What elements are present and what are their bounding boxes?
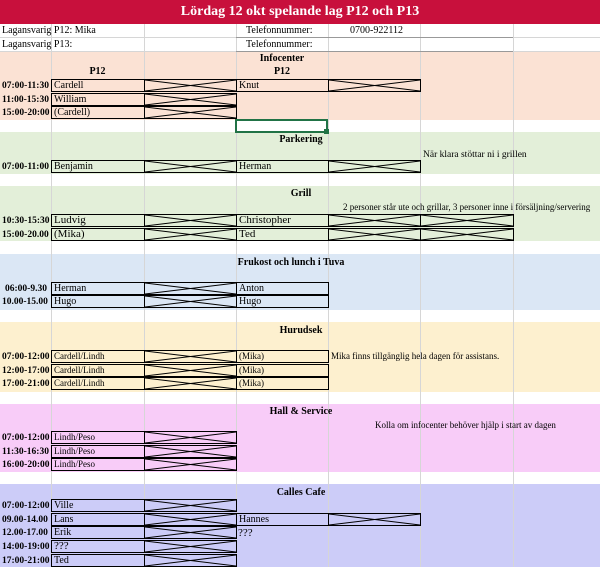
shift-name[interactable]: Ted	[51, 554, 145, 567]
grill-title: Grill	[290, 188, 312, 199]
crossed-cell	[144, 282, 237, 295]
frukost-title: Frukost och lunch i Tuva	[237, 257, 345, 268]
shift-time: 10.00-15.00	[2, 297, 48, 307]
shift-name-2[interactable]: Anton	[236, 282, 329, 295]
shift-name-2[interactable]: (Mika)	[236, 364, 329, 377]
shift-time: 16:00-20:00	[2, 460, 50, 470]
shift-name[interactable]: Ville	[51, 499, 145, 512]
infocenter-title: Infocenter	[259, 53, 305, 64]
shift-time: 11:00-15:30	[2, 95, 49, 105]
shift-name[interactable]: Lans	[51, 513, 145, 526]
lagansvarig-p12: Lagansvarig P12: Mika	[2, 25, 96, 36]
crossed-cell	[328, 513, 421, 526]
shift-time: 12.00-17.00	[2, 528, 48, 538]
crossed-cell	[420, 214, 514, 227]
calles-title: Calles Cafe	[276, 487, 326, 498]
parkering-title: Parkering	[279, 134, 323, 145]
grill-note: 2 personer står ute och grillar, 3 personer inne i försäljning/servering	[343, 202, 591, 212]
shift-time: 14:00-19:00	[2, 542, 50, 552]
shift-name[interactable]: Ludvig	[51, 214, 145, 227]
crossed-cell	[144, 93, 237, 106]
crossed-cell	[328, 79, 421, 92]
hall-note: Kolla om infocenter behöver hjälp i start av dagen	[375, 420, 556, 430]
shift-time: 07:00-11:30	[2, 81, 49, 91]
shift-name[interactable]: Cardell/Lindh	[51, 350, 145, 363]
shift-name-2[interactable]: Hannes	[236, 513, 329, 526]
shift-name-2[interactable]: Herman	[236, 160, 329, 173]
selected-cell[interactable]	[235, 119, 328, 133]
shift-name[interactable]: Hugo	[51, 295, 145, 308]
shift-time: 15:00-20:00	[2, 108, 50, 118]
infocenter-col1-header: P12	[89, 66, 106, 77]
shift-time: 07:00-11:00	[2, 162, 49, 172]
hurudsek-title: Hurudsek	[279, 325, 323, 336]
shift-name[interactable]: (Mika)	[51, 228, 145, 241]
shift-name[interactable]: Herman	[51, 282, 145, 295]
shift-time: 07:00-12:00	[2, 352, 50, 362]
crossed-cell	[144, 499, 237, 512]
crossed-cell	[144, 350, 237, 363]
page-title: Lördag 12 okt spelande lag P12 och P13	[0, 0, 600, 24]
infocenter-col2-header: P12	[273, 66, 291, 77]
shift-time: 10:30-15:30	[2, 216, 50, 226]
crossed-cell	[144, 458, 237, 471]
telefon-label-2: Telefonnummer:	[246, 39, 313, 50]
shift-name-2[interactable]: Christopher	[236, 214, 329, 227]
shift-name[interactable]: Cardell	[51, 79, 145, 92]
crossed-cell	[328, 228, 421, 241]
shift-name-2[interactable]: Ted	[236, 228, 329, 241]
crossed-cell	[144, 106, 237, 119]
shift-time: 07:00-12:00	[2, 433, 50, 443]
crossed-cell	[420, 228, 514, 241]
crossed-cell	[144, 295, 237, 308]
crossed-cell	[144, 377, 237, 390]
shift-name[interactable]: William	[51, 93, 145, 106]
crossed-cell	[144, 540, 237, 553]
crossed-cell	[144, 526, 237, 539]
crossed-cell	[328, 160, 421, 173]
shift-name[interactable]: ???	[51, 540, 145, 553]
shift-time: 07:00-12:00	[2, 501, 50, 511]
shift-time: 11:30-16:30	[2, 447, 49, 457]
shift-time: 17:00-21:00	[2, 379, 50, 389]
shift-name[interactable]: Lindh/Peso	[51, 431, 145, 444]
crossed-cell	[144, 79, 237, 92]
shift-name[interactable]: Lindh/Peso	[51, 458, 145, 471]
shift-name[interactable]: Erik	[51, 526, 145, 539]
shift-name[interactable]: Cardell/Lindh	[51, 377, 145, 390]
lagansvarig-p13: Lagansvarig P13:	[2, 39, 73, 50]
shift-time: 09.00-14.00	[2, 515, 48, 525]
telefon-value-1: 0700-922112	[350, 25, 403, 36]
crossed-cell	[144, 431, 237, 444]
shift-name-2[interactable]: ???	[238, 527, 253, 539]
grid-col-line	[420, 24, 421, 567]
shift-name-2[interactable]: (Mika)	[236, 377, 329, 390]
shift-time: 17:00-21:00	[2, 556, 50, 566]
shift-name[interactable]: Cardell/Lindh	[51, 364, 145, 377]
crossed-cell	[144, 445, 237, 458]
grid-col-line	[513, 24, 514, 567]
shift-name[interactable]: Benjamin	[51, 160, 145, 173]
crossed-cell	[144, 160, 237, 173]
crossed-cell	[144, 364, 237, 377]
shift-name-2[interactable]: Knut	[236, 79, 329, 92]
parkering-note: När klara stöttar ni i grillen	[423, 150, 527, 160]
crossed-cell	[144, 228, 237, 241]
shift-name[interactable]: (Cardell)	[51, 106, 145, 119]
crossed-cell	[144, 554, 237, 567]
crossed-cell	[328, 214, 421, 227]
shift-time: 15:00-20.00	[2, 230, 49, 240]
hall-title: Hall & Service	[269, 406, 333, 417]
crossed-cell	[144, 214, 237, 227]
crossed-cell	[144, 513, 237, 526]
shift-name-2[interactable]: (Mika)	[236, 350, 329, 363]
shift-name[interactable]: Lindh/Peso	[51, 445, 145, 458]
telefon-label-1: Telefonnummer:	[246, 25, 313, 36]
shift-name-2[interactable]: Hugo	[236, 295, 329, 308]
shift-time: 12:00-17:00	[2, 366, 50, 376]
hurudsek-note: Mika finns tillgänglig hela dagen för assistans.	[331, 351, 500, 361]
shift-time: 06:00-9.30	[5, 284, 47, 294]
